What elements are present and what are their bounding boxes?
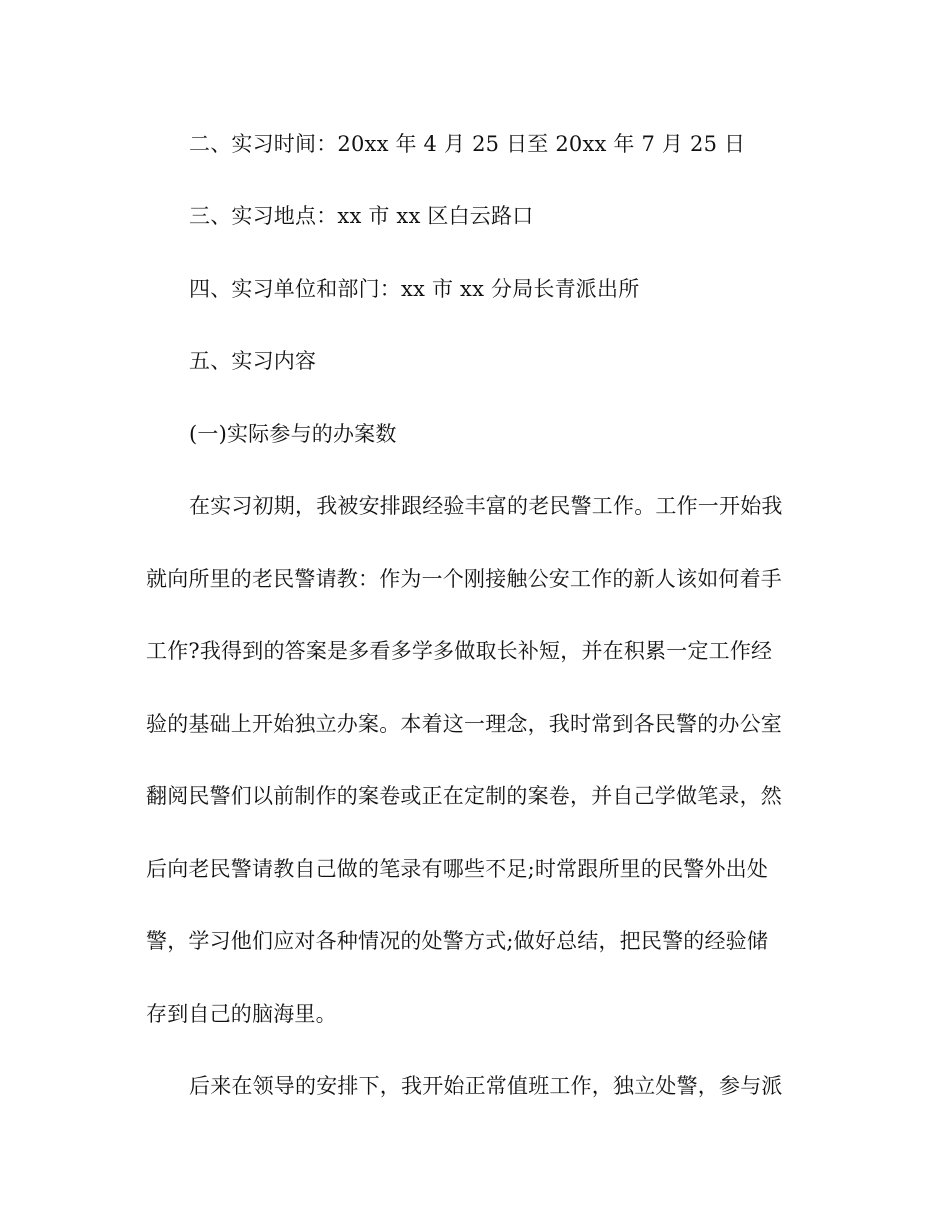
paragraph1-line: 翻阅民警们以前制作的案卷或正在定制的案卷，并自己学做笔录，然 [146, 784, 782, 808]
paragraph1-line: 验的基础上开始独立办案。本着这一理念，我时常到各民警的办公室 [146, 712, 782, 736]
heading-internship-time: 二、实习时间：20xx 年 4 月 25 日至 20xx 年 7 月 25 日 [189, 132, 746, 156]
paragraph2-line: 后来在领导的安排下，我开始正常值班工作，独立处警，参与派 [189, 1074, 783, 1098]
paragraph1-line: 后向老民警请教自己做的笔录有哪些不足;时常跟所里的民警外出处 [146, 857, 769, 881]
paragraph1-line: 在实习初期，我被安排跟经验丰富的老民警工作。工作一开始我 [189, 494, 783, 518]
heading-internship-unit: 四、实习单位和部门：xx 市 xx 分局长青派出所 [189, 277, 640, 301]
paragraph1-line: 就向所里的老民警请教：作为一个刚接触公安工作的新人该如何着手 [146, 567, 782, 591]
subheading-case-count: (一)实际参与的办案数 [189, 422, 397, 446]
paragraph1-line: 警，学习他们应对各种情况的处警方式;做好总结，把民警的经验储 [146, 929, 769, 953]
paragraph1-line: 工作?我得到的答案是多看多学多做取长补短，并在积累一定工作经 [146, 639, 773, 663]
heading-internship-content: 五、实习内容 [189, 349, 317, 373]
paragraph1-line: 存到自己的脑海里。 [146, 1002, 337, 1026]
heading-internship-place: 三、实习地点：xx 市 xx 区白云路口 [189, 204, 534, 228]
